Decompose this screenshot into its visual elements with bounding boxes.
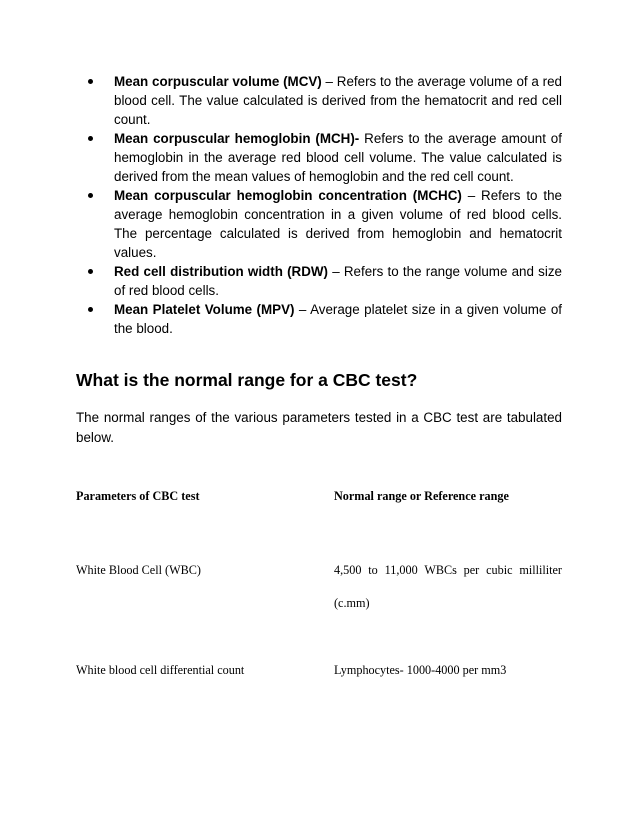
- term-description: Refers to the average amount of hemoglobin in the average red blood cell volume. The value calculated is derived from the mean values of hemoglobin and the red cell count.: [114, 131, 562, 184]
- list-item: [76, 300, 562, 338]
- section-heading: What is the normal range for a CBC test?: [76, 370, 418, 390]
- table-header-range: Normal range or Reference range: [334, 489, 509, 503]
- list-item: [76, 129, 562, 186]
- term-description: – Refers to the average volume of a red blood cell. The value calculated is derived from the hematocrit and red cell count.: [114, 74, 562, 127]
- bullet-icon: [88, 193, 93, 198]
- term-label: Mean corpuscular hemoglobin (MCH)-: [114, 131, 360, 146]
- bullet-icon: [88, 136, 93, 141]
- term-description: – Average platelet size in a given volume of the blood.: [114, 302, 562, 336]
- term-label: Mean Platelet Volume (MPV): [114, 302, 295, 317]
- bullet-icon: [88, 307, 93, 312]
- bullet-icon: [88, 79, 93, 84]
- table-cell-range: Lymphocytes- 1000-4000 per mm3: [334, 663, 507, 677]
- table-cell-parameter: White blood cell differential count: [76, 663, 245, 677]
- table-cell-parameter: White Blood Cell (WBC): [76, 563, 201, 577]
- table-cell-range-continued: (c.mm): [334, 596, 370, 610]
- term-label: Red cell distribution width (RDW): [114, 264, 328, 279]
- list-item: [76, 262, 562, 300]
- term-label: Mean corpuscular hemoglobin concentration (MCHC): [114, 188, 462, 203]
- list-item: [76, 186, 562, 262]
- cbc-parameter-list: [76, 72, 562, 338]
- term-label: Mean corpuscular volume (MCV): [114, 74, 322, 89]
- table-header-parameter: Parameters of CBC test: [76, 489, 200, 503]
- table-cell-range: [334, 563, 562, 578]
- term-description: – Refers to the average hemoglobin concentration in a given volume of red blood cells. The percentage calculated is derived from hemoglobin and hematocrit values.: [114, 188, 562, 260]
- list-item: [76, 72, 562, 129]
- section-intro: The normal ranges of the various parameters tested in a CBC test are tabulated below.: [76, 410, 562, 445]
- table-cell-range-line: 4,500 to 11,000 WBCs per cubic milliliter: [334, 563, 562, 577]
- term-description: – Refers to the range volume and size of red blood cells.: [114, 264, 562, 298]
- bullet-icon: [88, 269, 93, 274]
